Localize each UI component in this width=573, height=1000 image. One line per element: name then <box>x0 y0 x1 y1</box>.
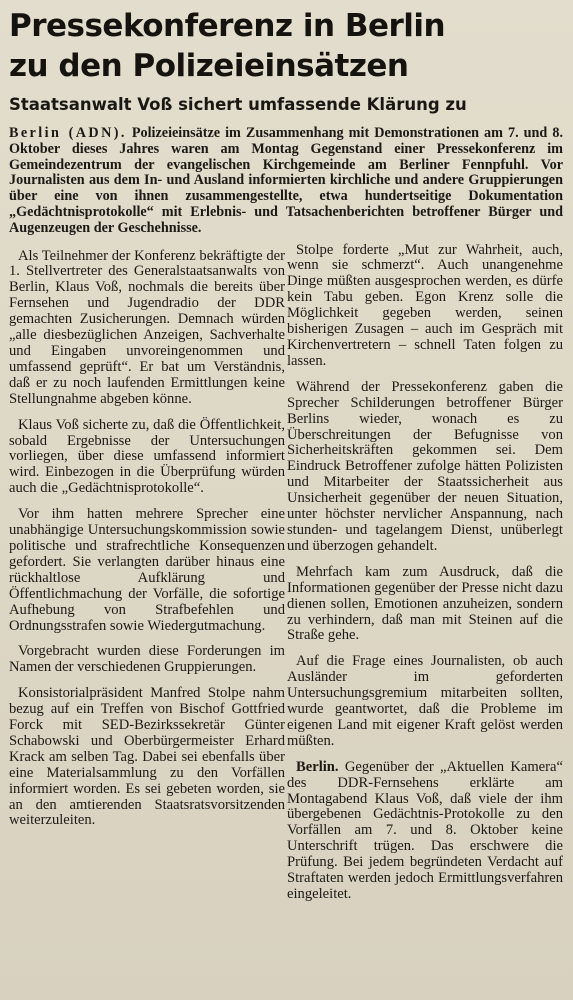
right-column <box>287 243 563 913</box>
paragraph: Stolpe forderte „Mut zur Wahrheit, auch, wenn sie schmerzt“. Auch unangenehme Dinge müßten ausgesprochen werden, es dürfe kein Tabu geben. Egon Krenz solle die Möglichkeit gegeben werden, seinen bisherigen Zusagen – auch im Gespräch mit Kirchenvertretern – schnell Taten folgen zu lassen. <box>287 241 563 369</box>
paragraph: Als Teilnehmer der Konferenz bekräftigte der 1. Stellvertreter des Generalstaatsanwalts von Berlin, Klaus Voß, nochmals die bereits über Fernsehen und Jugendradio der DDR gemachten Zusicherungen. Demnach würden „alle diesbezüglichen Anzeigen, Sachverhalte und Eingaben unvoreingenommen und umfassend geprüft“. Er bat um Verständnis, daß er zu noch laufenden Ermittlungen keine Stellungnahme abgeben könne. <box>9 247 285 407</box>
paragraph-dateline: Berlin. <box>296 758 339 775</box>
paragraph: Auf die Frage eines Journalisten, ob auch Ausländer im geforderten Untersuchungsgremium mitarbeiten sollten, wurde geantwortet, daß die Probleme im eigenen Land mit eigener Kraft gelöst werden müßten. <box>287 653 563 749</box>
lead-text: Polizeieinsätze im Zusammenhang mit Demonstrationen am 7. und 8. Oktober dieses Jahres waren am Montag Gegenstand einer Pressekonferenz im Gemeindezentrum der evangelischen Kirchgemeinde am Berliner Fennpfuhl. Vor Journalisten aus dem In- und Ausland informierten kirchliche und andere Gruppierungen über eine von ihnen zusammengestellte, etwa hundertseitige Dokumentation „Gedächtnisprotokolle“ mit Erlebnis- und Tatsachenberichten betroffener Bürger und Augenzeugen der Geschehnisse. <box>9 125 563 236</box>
lead-dateline: Berlin (ADN). <box>9 125 127 141</box>
headline <box>9 6 563 86</box>
article-columns <box>9 243 563 913</box>
paragraph: Vorgebracht wurden diese Forderungen im Namen der verschiedenen Gruppierungen. <box>9 643 285 676</box>
headline-line-1: Pressekonferenz in Berlin <box>9 8 446 44</box>
paragraph: Während der Pressekonferenz gaben die Sprecher Schilderungen betroffener Bürger Berlins wieder, wonach es zu Überschreitungen der Befugnisse von Sicherheitskräften gekommen sei. Dem Eindruck Betroffener zufolge hätten Polizisten und Mitarbeiter der Staatssicherheit aus Unsicherheit gegenüber der neuen Situation, unter höchster nervlicher Anspannung, nach stunden- und tagelangem Dienst, unüberlegt und überzogen gehandelt. <box>287 378 563 554</box>
paragraph-text: Gegenüber der „Aktuellen Kamera“ des DDR-Fernsehens erklärte am Montagabend Klaus Voß, daß viele der ihm übergebenen Gedächtnis-Protokolle zu den Vorfällen am 7. und 8. Oktober keine Unterschrift trügen. Das erschwere die Prüfung. Bei jedem begründeten Verdacht auf Straftaten werden jedoch Ermittlungsverfahren eingeleitet. <box>287 758 563 903</box>
paragraph <box>287 760 563 903</box>
left-column <box>9 243 285 913</box>
paragraph: Konsistorialpräsident Manfred Stolpe nahm bezug auf ein Treffen von Bischof Gottfried Forck mit SED-Bezirkssekretär Günter Schabowski und Oberbürgermeister Erhard Krack am selben Tag. Dabei sei ebenfalls über eine Materialsammlung zu den Vorfällen informiert worden. Es sei gebeten worden, sie an den amtierenden Staatsratsvorsitzenden weiterzuleiten. <box>9 685 285 829</box>
headline-line-2: zu den Polizeieinsätzen <box>9 48 409 84</box>
subheadline: Staatsanwalt Voß sichert umfassende Klärung zu <box>9 95 467 114</box>
paragraph: Vor ihm hatten mehrere Sprecher eine unabhängige Untersuchungskommission sowie politische und strafrechtliche Konsequenzen gefordert. Sie verlangten darüber hinaus eine rückhaltlose Aufklärung und Öffentlichmachung der Vorfälle, die sofortige Aufhebung von Strafbefehlen und Ordnungsstrafen sowie Wiedergutmachung. <box>9 506 285 634</box>
lead-paragraph <box>9 126 563 237</box>
paragraph: Klaus Voß sicherte zu, daß die Öffentlichkeit, sobald Ergebnisse der Untersuchungen vorliegen, über diese umfassend informiert wird. Einbezogen in die Überprüfung würden auch die „Gedächtnisprotokolle“. <box>9 416 285 497</box>
paragraph: Mehrfach kam zum Ausdruck, daß die Informationen gegenüber der Presse nicht dazu dienen sollen, Emotionen anzuheizen, sondern zu verhindern, daß man mit Steinen auf die Straße gehe. <box>287 563 563 644</box>
